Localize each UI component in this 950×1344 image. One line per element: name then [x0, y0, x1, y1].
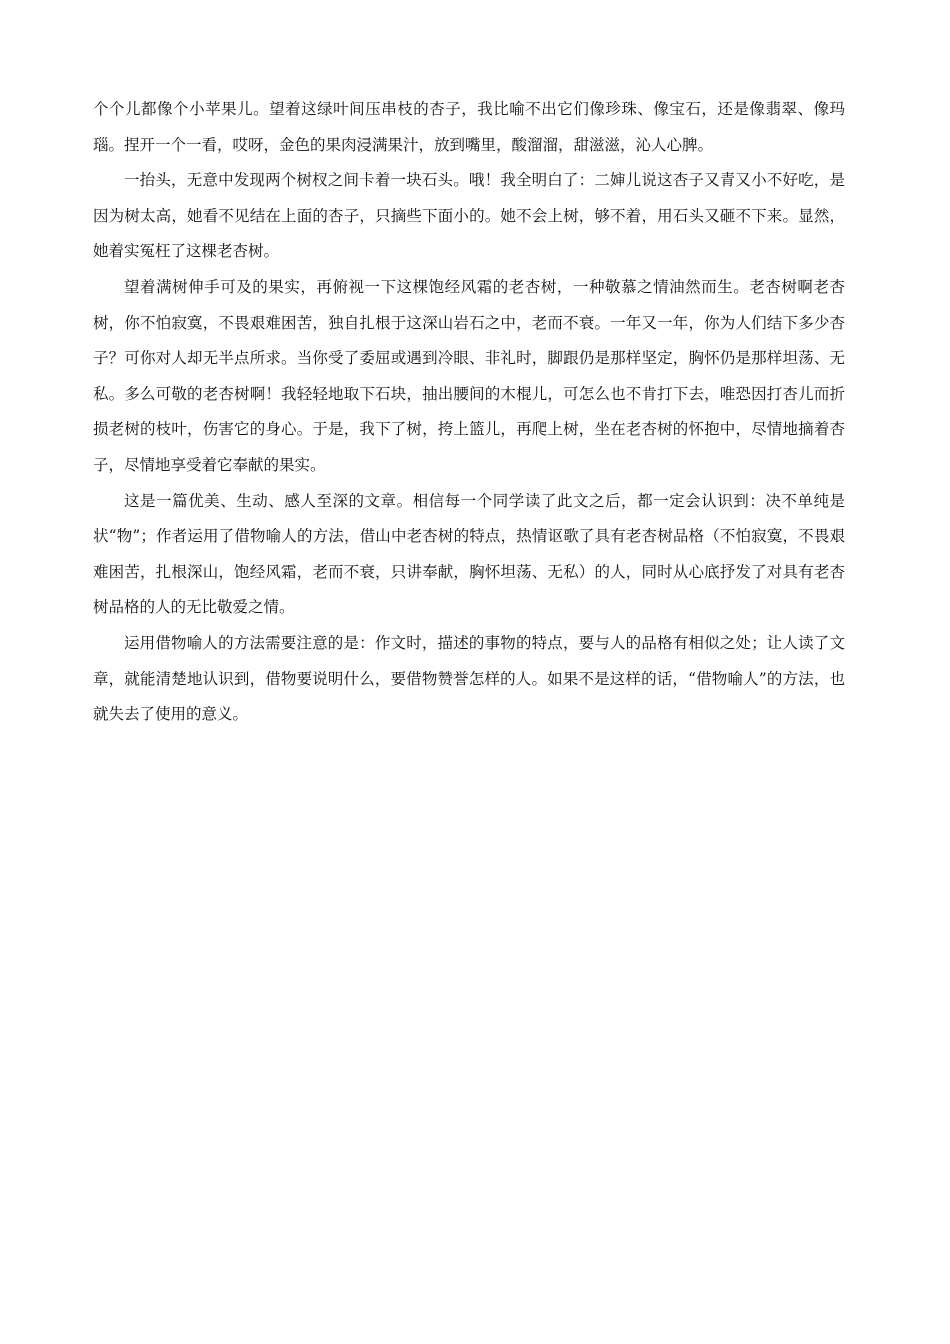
paragraph-2: 一抬头，无意中发现两个树杈之间卡着一块石头。哦！我全明白了：二婶儿说这杏子又青又小不好吃，是因为树太高，她看不见结在上面的杏子，只摘些下面小的。她不会上树，够不着，用石头又砸不下来。显然，她着实冤枉了这棵老杏树。 — [93, 171, 845, 261]
article-body — [93, 92, 845, 733]
paragraph-1: 个个儿都像个小苹果儿。望着这绿叶间压串枝的杏子，我比喻不出它们像珍珠、像宝石，还是像翡翠、像玛瑙。捏开一个一看，哎呀，金色的果肉浸满果汁，放到嘴里，酸溜溜，甜滋滋，沁人心脾。 — [93, 100, 845, 154]
paragraph-5: 运用借物喻人的方法需要注意的是：作文时，描述的事物的特点，要与人的品格有相似之处；让人读了文章，就能清楚地认识到，借物要说明什么，要借物赞誉怎样的人。如果不是这样的话，“借物喻人”的方法，也就失去了使用的意义。 — [93, 633, 845, 724]
paragraph-4: 这是一篇优美、生动、感人至深的文章。相信每一个同学读了此文之后，都一定会认识到：决不单纯是状“物”；作者运用了借物喻人的方法，借山中老杏树的特点，热情讴歌了具有老杏树品格（不怕寂寞，不畏艰难困苦，扎根深山，饱经风霜，老而不衰，只讲奉献，胸怀坦荡、无私）的人，同时从心底抒发了对具有老杏树品格的人的无比敬爱之情。 — [93, 491, 845, 617]
paragraph-3: 望着满树伸手可及的果实，再俯视一下这棵饱经风霜的老杏树，一种敬慕之情油然而生。老杏树啊老杏树，你不怕寂寞，不畏艰难困苦，独自扎根于这深山岩石之中，老而不衰。一年又一年，你为人们结下多少杏子？可你对人却无半点所求。当你受了委屈或遇到冷眼、非礼时，脚跟仍是那样坚定，胸怀仍是那样坦荡、无私。多么可敬的老杏树啊！我轻轻地取下石块，抽出腰间的木棍儿，可怎么也不肯打下去，唯恐因打杏儿而折损老树的枝叶，伤害它的身心。于是，我下了树，挎上篮儿，再爬上树，坐在老杏树的怀抱中，尽情地摘着杏子，尽情地享受着它奉献的果实。 — [93, 277, 845, 474]
